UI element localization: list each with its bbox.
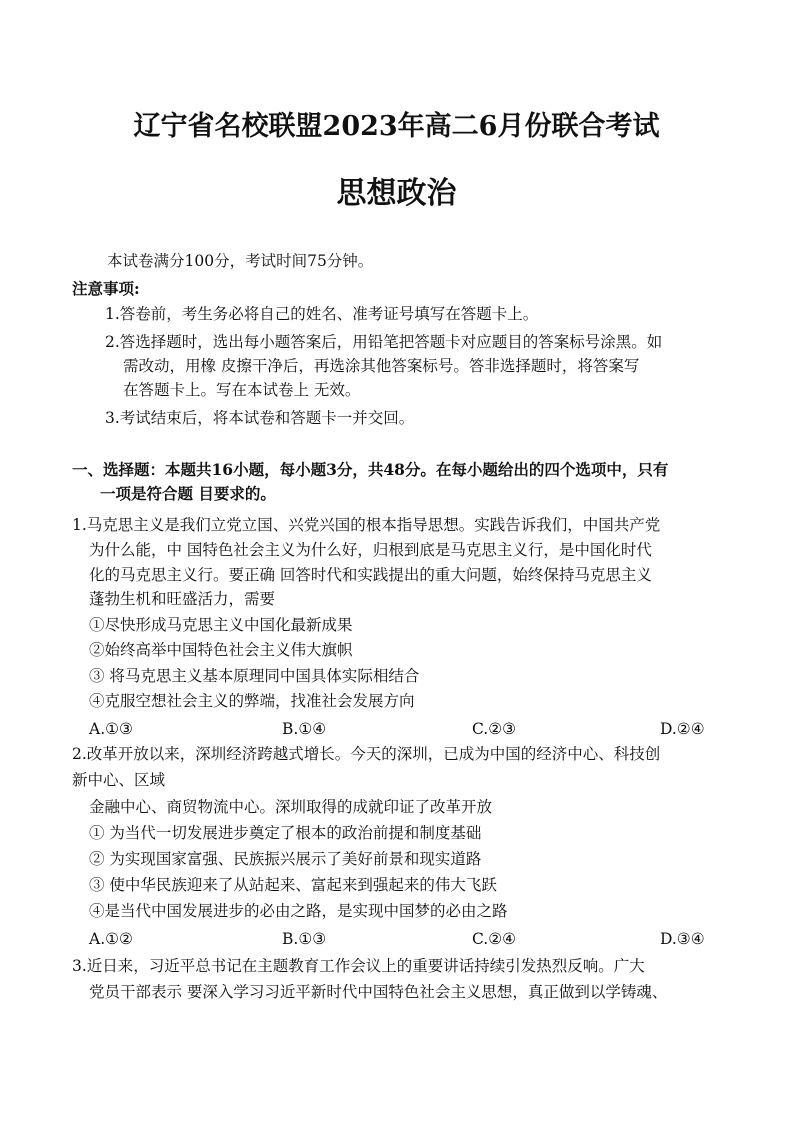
answer-option: A.①③ (89, 720, 133, 738)
notice-item: 需改动，用橡 皮擦干净后，再选涂其他答案标号。答非选择题时，将答案写 (123, 357, 640, 375)
question-item: ②始终高举中国特色社会主义伟大旗帜 (89, 641, 353, 659)
question-item: ② 为实现国家富强、民族振兴展示了美好前景和现实道路 (89, 850, 482, 868)
notice-item: 3.考试结束后，将本试卷和答题卡一并交回。 (105, 409, 415, 427)
question-stem: 3.近日来，习近平总书记在主题教育工作会议上的重要讲话持续引发热烈反响。广大 (72, 957, 645, 975)
notice-item: 2.答选择题时，选出每小题答案后，用铅笔把答题卡对应题目的答案标号涂黑。如 (105, 333, 663, 351)
answer-option: A.①② (89, 930, 133, 948)
exam-title: 辽宁省名校联盟2023年高二6月份联合考试 (133, 111, 660, 142)
notice-heading: 注意事项: (72, 279, 140, 298)
question-item: ③ 使中华民族迎来了从站起来、富起来到强起来的伟大飞跃 (89, 876, 497, 894)
exam-info: 本试卷满分100分，考试时间75分钟。 (107, 252, 374, 270)
answer-option: B.①④ (282, 720, 327, 738)
answer-option: C.②③ (472, 720, 517, 738)
question-stem: 化的马克思主义行。要正确 回答时代和实践提出的重大问题，始终保持马克思主义 (89, 566, 652, 584)
answer-option: C.②④ (472, 930, 517, 948)
answer-option: D.③④ (660, 930, 705, 948)
question-item: ③ 将马克思主义基本原理同中国具体实际相结合 (89, 667, 420, 685)
question-stem: 党员干部表示 要深入学习习近平新时代中国特色社会主义思想，真正做到以学铸魂、 (89, 983, 668, 1001)
section-heading: 一项是符合题 目要求的。 (100, 484, 276, 503)
subject-title: 思想政治 (336, 176, 457, 211)
question-stem: 金融中心、商贸物流中心。深圳取得的成就印证了改革开放 (89, 798, 493, 816)
notice-item: 在答题卡上。写在本试卷上 无效。 (123, 381, 361, 399)
question-stem: 2.改革开放以来，深圳经济跨越式增长。今天的深圳，已成为中国的经济中心、科技创 (72, 745, 661, 763)
question-item: ④是当代中国发展进步的必由之路，是实现中国梦的必由之路 (89, 902, 508, 920)
question-stem: 1.马克思主义是我们立党立国、兴党兴国的根本指导思想。实践告诉我们，中国共产党 (72, 516, 661, 534)
question-stem: 为什么能，中 国特色社会主义为什么好，归根到底是马克思主义行，是中国化时代 (89, 541, 652, 559)
question-item: ④克服空想社会主义的弊端，找准社会发展方向 (89, 692, 415, 710)
section-heading: 一、选择题：本题共16小题，每小题3分，共48分。在每小题给出的四个选项中，只有 (72, 460, 669, 479)
notice-item: 1.答卷前，考生务必将自己的姓名、准考证号填写在答题卡上。 (105, 305, 539, 323)
answer-option: B.①③ (282, 930, 327, 948)
question-stem: 蓬勃生机和旺盛活力，需要 (89, 590, 276, 608)
question-stem: 新中心、区域 (72, 771, 166, 789)
question-item: ① 为当代一切发展进步奠定了根本的政治前提和制度基础 (89, 824, 482, 842)
answer-option: D.②④ (660, 720, 705, 738)
question-item: ①尽快形成马克思主义中国化最新成果 (89, 616, 353, 634)
